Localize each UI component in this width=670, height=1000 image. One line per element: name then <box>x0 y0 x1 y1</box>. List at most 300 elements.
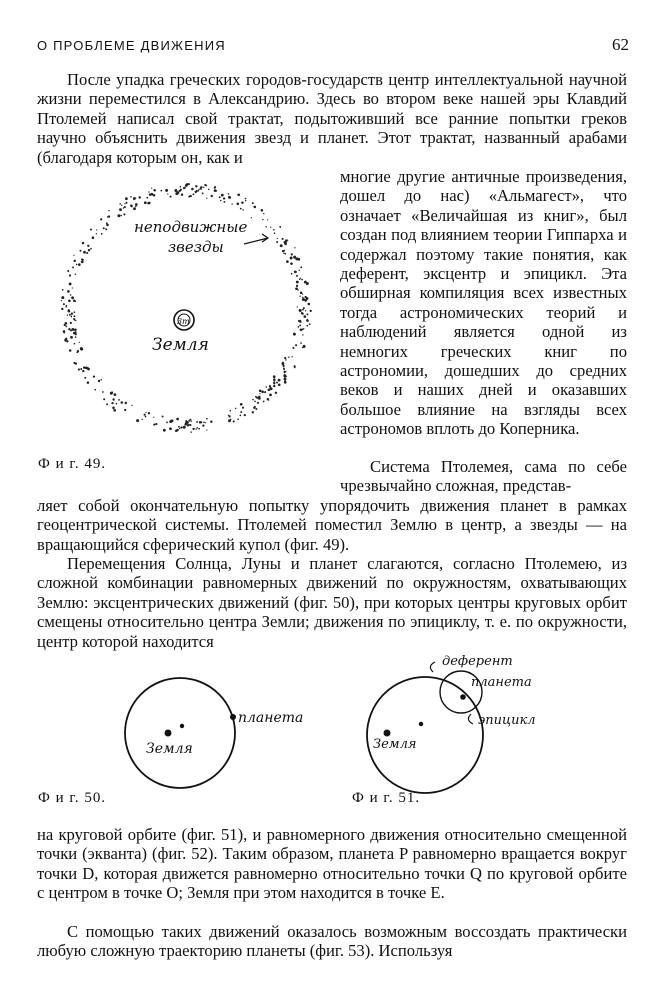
star-dot <box>261 209 264 212</box>
star-dot <box>131 405 132 406</box>
star-dot <box>264 391 266 393</box>
star-dot <box>74 311 76 313</box>
star-dot <box>240 208 242 210</box>
arrow-stars <box>244 234 268 244</box>
star-dot <box>124 203 125 204</box>
star-dot <box>105 228 107 230</box>
star-dot <box>80 348 83 351</box>
star-dot <box>69 282 72 285</box>
star-dot <box>76 264 78 266</box>
star-dot <box>273 376 276 379</box>
star-dot <box>228 415 229 416</box>
star-dot <box>133 197 136 200</box>
star-dot <box>291 273 293 275</box>
star-dot <box>163 429 166 432</box>
star-dot <box>125 402 127 404</box>
star-dot <box>165 189 168 192</box>
star-dot <box>287 239 288 240</box>
star-dot <box>200 421 202 423</box>
deferent-center-dot <box>419 722 423 726</box>
star-dot <box>284 242 287 245</box>
star-dot <box>282 238 284 240</box>
star-dot <box>75 320 77 322</box>
star-dot <box>303 315 306 318</box>
star-dot <box>65 338 67 340</box>
star-dot <box>66 305 68 307</box>
star-dot <box>119 203 121 205</box>
paragraph-2: ляет собой окончательную попытку упорядочить движения планет в рамках геоцентрической системы. Птолемей поместил Землю в центр, а звезды — на вращающийся сферический купол (фиг. 49). <box>37 496 627 554</box>
star-dot <box>121 401 124 404</box>
star-dot <box>153 194 156 197</box>
star-dot <box>302 309 304 311</box>
star-dot <box>70 322 72 324</box>
star-dot <box>257 402 259 404</box>
star-dot <box>298 270 299 271</box>
star-dot <box>155 423 157 425</box>
star-dot <box>192 193 194 195</box>
star-dot <box>285 359 287 361</box>
star-dot <box>198 189 199 190</box>
label-earth: Земля <box>146 741 193 757</box>
page-number: 62 <box>612 35 629 54</box>
star-dot <box>256 397 258 399</box>
star-dot <box>135 203 138 206</box>
star-dot <box>189 424 191 426</box>
star-dot <box>300 321 301 322</box>
star-dot <box>205 422 206 423</box>
star-dot <box>98 380 100 382</box>
star-dot <box>103 398 105 400</box>
star-dot <box>192 428 194 430</box>
star-dot <box>236 202 239 205</box>
star-dot <box>211 195 213 197</box>
star-dot <box>268 399 270 401</box>
star-dot <box>153 417 154 418</box>
planet-dot <box>460 694 466 700</box>
star-dot <box>294 271 297 274</box>
star-dot <box>144 201 147 204</box>
star-dot <box>149 193 151 195</box>
star-dot <box>70 336 73 339</box>
star-dot <box>75 336 77 338</box>
star-dot <box>73 255 74 256</box>
star-dot <box>169 420 172 423</box>
star-dot <box>74 300 76 302</box>
star-dot <box>62 289 64 291</box>
star-dot <box>237 193 240 196</box>
star-dot <box>302 347 303 348</box>
star-dot <box>310 310 312 312</box>
star-dot <box>276 241 278 243</box>
star-dot <box>196 190 198 192</box>
star-dot <box>76 351 78 353</box>
star-dot <box>300 342 302 344</box>
star-dot <box>189 195 191 197</box>
star-dot <box>188 420 190 422</box>
star-dot <box>184 187 186 189</box>
star-dot <box>67 315 68 316</box>
star-dot <box>119 208 122 211</box>
star-dot <box>108 210 109 211</box>
star-dot <box>302 297 304 299</box>
star-dot <box>195 428 196 429</box>
label-planet: планета <box>238 710 304 726</box>
star-dot <box>292 347 294 349</box>
star-dot <box>96 229 97 230</box>
label-fixed-stars-2: звезды <box>168 238 224 256</box>
star-dot <box>73 318 75 320</box>
star-dot <box>290 257 293 260</box>
star-dot <box>74 328 77 331</box>
figure-51-caption: Ф и г. 51. <box>352 790 421 806</box>
star-dot <box>183 426 186 429</box>
star-dot <box>294 247 295 248</box>
star-dot <box>138 196 140 198</box>
star-dot <box>83 251 86 254</box>
star-dot <box>305 300 306 301</box>
star-dot <box>166 422 168 424</box>
star-dot <box>136 419 139 422</box>
star-dot <box>306 313 308 315</box>
planet-dot <box>230 714 236 720</box>
label-earth: Земля <box>152 335 209 355</box>
star-dot <box>301 279 303 281</box>
star-dot <box>273 382 275 384</box>
star-dot <box>308 303 311 306</box>
star-dot <box>108 215 110 217</box>
star-dot <box>210 420 212 422</box>
star-dot <box>299 324 301 326</box>
star-dot <box>90 248 92 250</box>
star-dot <box>72 266 74 268</box>
star-dot <box>278 383 281 386</box>
star-dot <box>299 279 301 281</box>
star-dot <box>282 362 285 365</box>
star-dot <box>191 420 192 421</box>
star-dot <box>306 325 308 327</box>
star-dot <box>75 274 76 275</box>
star-dot <box>124 206 126 208</box>
star-dot <box>68 309 70 311</box>
star-dot <box>123 213 125 215</box>
star-dot <box>284 372 285 373</box>
star-dot <box>228 196 231 199</box>
star-dot <box>259 390 262 393</box>
star-dot <box>277 238 278 239</box>
star-dot <box>306 319 309 322</box>
star-dot <box>206 185 207 186</box>
figure-49 <box>36 180 336 440</box>
star-dot <box>214 186 215 187</box>
star-dot <box>81 259 82 260</box>
star-dot <box>269 386 271 388</box>
star-dot <box>73 260 75 262</box>
star-dot <box>110 392 113 395</box>
star-dot <box>114 393 117 396</box>
star-dot <box>63 332 65 334</box>
svg-text:3m: 3m <box>177 317 190 326</box>
star-dot <box>106 403 108 405</box>
star-dot <box>302 293 303 294</box>
star-dot <box>146 197 148 199</box>
star-dot <box>276 382 278 384</box>
star-dot <box>102 391 104 393</box>
star-dot <box>245 198 247 200</box>
star-dot <box>298 326 300 328</box>
star-dot <box>265 226 266 227</box>
star-dot <box>180 427 181 428</box>
star-dot <box>71 328 74 331</box>
star-dot <box>296 275 298 277</box>
star-dot <box>190 431 191 432</box>
star-dot <box>305 310 306 311</box>
star-dot <box>220 200 221 201</box>
star-dot <box>81 261 84 264</box>
star-dot <box>145 416 147 418</box>
star-dot <box>253 206 256 209</box>
label-earth: Земля <box>373 737 417 752</box>
star-dot <box>302 313 304 315</box>
star-dot <box>202 424 204 426</box>
star-dot <box>295 257 298 260</box>
star-dot <box>101 233 103 235</box>
label-fixed-stars-1: неподвижные <box>134 218 248 236</box>
star-dot <box>268 388 271 391</box>
paragraph-1-side: многие другие античные произведения, дошел до нас) «Альмагест», что означает «Величайшая из книг», был создан под влиянием теории Гиппарха и содержал поэтому такие понятия, как деферент, эксцентр и эпицикл. Эта обширная компиляция всех известных тогда астрономических теорий и наблюдений является одной из немногих греческих книг по астрономии, дошедших до средних веков и наших дней и оказавших большое влияние на взгляды всех астрономов вплоть до Коперника. <box>340 167 627 439</box>
star-dot <box>112 398 114 400</box>
star-dot <box>306 284 307 285</box>
star-dot <box>113 409 116 412</box>
star-dot <box>242 209 244 211</box>
star-dot <box>283 253 285 255</box>
star-dot <box>254 400 256 402</box>
star-dot <box>244 414 246 416</box>
star-dot <box>208 189 210 191</box>
star-dot <box>148 191 149 192</box>
figure-50 <box>120 670 340 800</box>
star-dot <box>300 266 302 268</box>
star-dot <box>206 429 207 430</box>
star-dot <box>148 412 150 414</box>
star-dot <box>197 427 198 428</box>
star-dot <box>112 407 115 410</box>
star-dot <box>191 188 194 191</box>
star-dot <box>285 253 287 255</box>
star-dot <box>259 393 260 394</box>
star-dot <box>71 316 72 317</box>
star-dot <box>130 204 133 207</box>
star-dot <box>100 379 102 381</box>
figure-51 <box>355 650 615 800</box>
star-dot <box>78 263 81 266</box>
star-dot <box>258 396 260 398</box>
star-dot <box>206 197 207 198</box>
star-dot <box>61 296 64 299</box>
star-dot <box>303 307 305 309</box>
star-dot <box>242 407 244 409</box>
star-dot <box>266 386 268 388</box>
figure-49-caption: Ф и г. 49. <box>38 456 107 472</box>
star-dot <box>262 219 263 220</box>
label-epicycle: эпицикл <box>478 713 536 728</box>
star-dot <box>302 298 305 301</box>
page-header-title: О ПРОБЛЕМЕ ДВИЖЕНИЯ <box>37 38 226 53</box>
star-dot <box>235 408 237 410</box>
paragraph-3: Перемещения Солнца, Луны и планет слагаются, согласно Птолемею, из сложной комбинации равномерных движений по окружностям, охватывающих Землю: эксцентрических движений (фиг. 50), при которых центры круговых орбит смещены относительно центра Земли; движения по эпициклу, т. е. по окружности, центр которой находится <box>37 554 627 651</box>
star-dot <box>84 377 86 379</box>
star-dot <box>73 315 75 317</box>
star-dot <box>87 245 89 247</box>
star-dot <box>133 207 136 210</box>
star-dot <box>300 291 303 294</box>
star-dot <box>297 289 298 290</box>
star-dot <box>263 401 265 403</box>
paragraph-5: С помощью таких движений оказалось возможным воссоздать практически любую сложную траекторию планеты (фиг. 53). Используя <box>37 922 627 961</box>
star-dot <box>144 414 146 416</box>
star-dot <box>125 197 128 200</box>
star-dot <box>151 188 152 189</box>
star-dot <box>87 381 90 384</box>
figure-50-caption: Ф и г. 50. <box>38 790 107 806</box>
star-dot <box>223 201 225 203</box>
star-dot <box>85 366 88 369</box>
star-dot <box>179 428 180 429</box>
star-dot <box>74 331 76 333</box>
paragraph-2-side: Система Птолемея, сама по себе чрезвычайно сложная, представ- <box>340 457 627 496</box>
star-dot <box>280 244 283 247</box>
star-dot <box>306 297 309 300</box>
star-dot <box>274 232 276 234</box>
star-dot <box>121 205 122 206</box>
star-dot <box>71 313 73 315</box>
star-dot <box>72 287 73 288</box>
star-dot <box>141 419 142 420</box>
star-dot <box>297 306 298 307</box>
star-dot <box>69 314 71 316</box>
star-dot <box>251 217 252 218</box>
star-dot <box>230 410 232 412</box>
star-dot <box>219 196 221 198</box>
star-dot <box>295 344 297 346</box>
star-dot <box>116 403 118 405</box>
star-dot <box>286 260 289 263</box>
star-dot <box>284 357 286 359</box>
star-dot <box>200 188 201 189</box>
star-dot <box>90 229 92 231</box>
star-dot <box>106 224 109 227</box>
label-deferent: деферент <box>442 654 513 669</box>
star-dot <box>96 233 97 234</box>
star-dot <box>180 186 182 188</box>
star-dot <box>118 399 120 401</box>
star-dot <box>185 420 187 422</box>
star-dot <box>279 226 281 228</box>
star-dot <box>188 424 190 426</box>
star-dot <box>278 379 281 382</box>
star-dot <box>61 300 62 301</box>
star-dot <box>198 428 200 430</box>
star-dot <box>273 379 276 382</box>
star-dot <box>69 274 71 276</box>
star-dot <box>214 189 217 192</box>
star-dot <box>296 285 298 287</box>
star-dot <box>170 196 172 198</box>
star-dot <box>67 270 69 272</box>
earth-symbol <box>174 310 194 330</box>
star-dot <box>145 412 146 413</box>
star-dot <box>123 207 124 208</box>
star-dot <box>61 308 63 310</box>
star-dot <box>63 303 65 305</box>
star-dot <box>176 418 179 421</box>
star-dot <box>283 369 284 370</box>
label-planet: планета <box>471 675 532 690</box>
star-dot <box>100 218 102 220</box>
star-dot <box>67 290 70 293</box>
star-dot <box>86 252 88 254</box>
bracket-deferent <box>430 662 435 672</box>
star-dot <box>153 189 156 192</box>
paragraph-1: После упадка греческих городов-государств центр интеллектуальной научной жизни переместился в Александрию. Здесь во втором веке нашей эры Клавдий Птолемей написал свой трактат, подытоживший все ранние попытки греков научно объяснить движения звезд и планет. Этот трактат, названный арабами (благодаря которым он, как и <box>37 70 627 167</box>
star-dot <box>130 196 132 198</box>
star-dot <box>169 427 172 430</box>
star-dot <box>241 202 243 204</box>
star-dot <box>228 193 230 195</box>
star-dot <box>240 403 243 406</box>
star-dot <box>167 193 168 194</box>
star-dot <box>181 193 183 195</box>
star-dot <box>231 203 232 204</box>
star-dot <box>160 190 162 192</box>
star-dot <box>309 323 311 325</box>
star-dot <box>285 376 286 377</box>
star-dot <box>94 389 96 391</box>
star-dot <box>65 326 67 328</box>
star-dot <box>240 415 242 417</box>
star-dot <box>284 381 287 384</box>
star-dot <box>245 200 246 201</box>
star-dot <box>92 236 95 239</box>
star-dot <box>126 202 128 204</box>
star-dot <box>252 202 254 204</box>
star-dot <box>263 213 264 214</box>
star-dot <box>153 424 155 426</box>
earth-dot <box>384 730 391 737</box>
star-dot <box>296 281 299 284</box>
star-dot <box>273 385 275 387</box>
star-dot <box>68 328 70 330</box>
star-dot <box>254 406 256 408</box>
star-dot <box>73 362 75 364</box>
star-dot <box>103 227 105 229</box>
star-dot <box>267 219 268 220</box>
star-dot <box>270 227 271 228</box>
orbit-center-dot <box>180 724 184 728</box>
earth-dot <box>165 730 172 737</box>
star-dot <box>291 253 293 255</box>
star-dot <box>117 214 120 217</box>
star-dot <box>88 249 90 251</box>
star-dot <box>275 392 277 394</box>
star-dot <box>269 394 272 397</box>
star-dot <box>292 356 293 357</box>
star-dot <box>233 420 235 422</box>
star-dot <box>202 192 204 194</box>
star-dot <box>223 197 225 199</box>
star-dot <box>93 375 95 377</box>
star-dot <box>221 194 224 197</box>
star-dot <box>147 202 149 204</box>
